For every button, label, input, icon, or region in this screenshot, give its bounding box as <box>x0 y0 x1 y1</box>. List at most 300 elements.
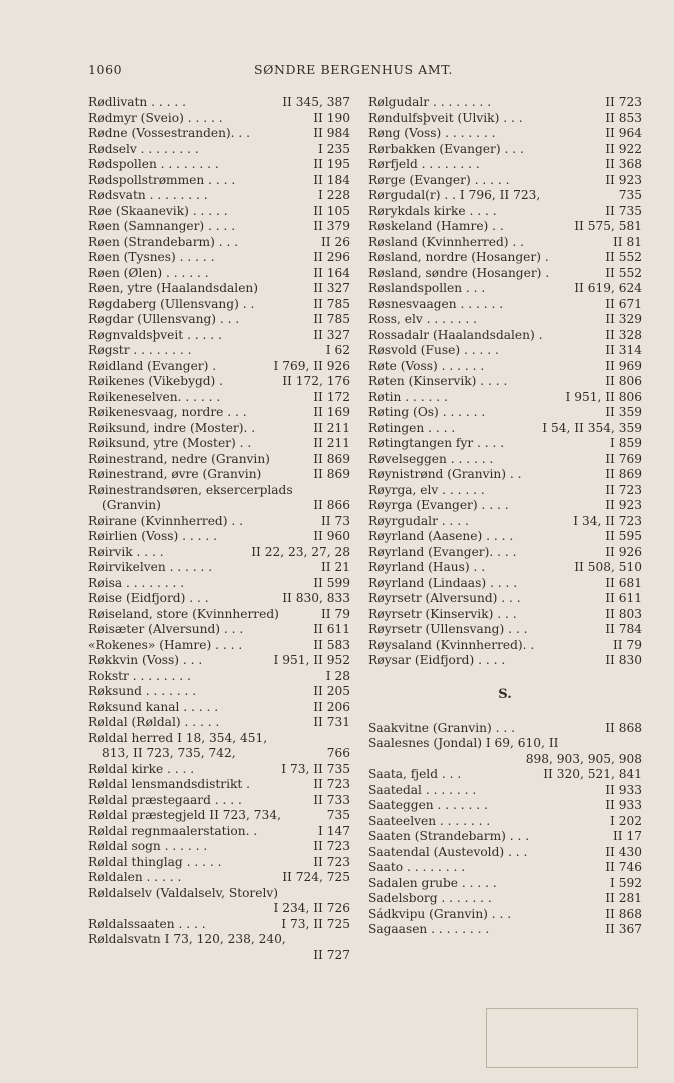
entry-name: Røysaland (Kvinnherred). . <box>368 637 535 652</box>
entry-name: Røysar (Eidfjord) . . . . <box>368 653 506 667</box>
index-entry <box>88 684 350 700</box>
entry-name: Rørge (Evanger) . . . . . <box>368 172 510 187</box>
entry-reference: II 960 <box>313 529 350 543</box>
index-entry <box>88 700 350 716</box>
entry-name: Røldal kirke . . . . <box>88 761 195 776</box>
entry-name: Røng (Voss) . . . . . . . <box>368 126 496 140</box>
entry-reference: II 583 <box>313 637 350 652</box>
entry-name: (Granvin) <box>102 498 161 512</box>
entry-reference: II 735 <box>605 203 642 218</box>
running-title: SØNDRE BERGENHUS AMT. <box>254 62 453 77</box>
entry-reference: II 611 <box>313 622 350 636</box>
entry-name: Ross, elv . . . . . . . <box>368 312 478 326</box>
index-entry <box>88 359 350 375</box>
entry-name: Røtin . . . . . . <box>368 389 448 404</box>
index-entry <box>88 762 350 778</box>
s-entries <box>368 721 642 938</box>
entry-reference: II 26 <box>320 234 350 249</box>
index-entry <box>368 219 642 235</box>
entry-name: Røldal (Røldal) . . . . . <box>88 715 220 729</box>
index-entry <box>88 901 350 917</box>
entry-reference: II 866 <box>313 498 350 512</box>
index-entry <box>88 235 350 251</box>
index-entry <box>368 653 642 669</box>
entry-name: Røynistrønd (Granvin) . . <box>368 467 522 481</box>
index-entry <box>368 266 642 282</box>
entry-name: Sádkvipu (Granvin) . . . <box>368 906 512 921</box>
entry-reference: II 869 <box>313 451 350 466</box>
entry-name: Røldalsvatn I 73, 120, 238, 240, <box>88 932 286 946</box>
entry-name: Røirlien (Voss) . . . . . <box>88 529 217 543</box>
entry-reference: II 320, 521, 841 <box>543 767 642 781</box>
index-entry <box>368 235 642 251</box>
entry-reference: II 869 <box>313 467 350 481</box>
index-entry <box>88 452 350 468</box>
entry-name: Saakvitne (Granvin) . . . <box>368 720 515 735</box>
index-entry <box>368 891 642 907</box>
index-entry <box>88 204 350 220</box>
entry-reference: II 206 <box>313 699 350 714</box>
index-entry <box>368 638 642 654</box>
entry-reference: II 681 <box>605 575 642 590</box>
index-entry <box>88 545 350 561</box>
index-entry <box>88 467 350 483</box>
index-entry <box>368 204 642 220</box>
entry-name: Røvelseggen . . . . . . <box>368 451 494 466</box>
entry-reference: II 172 <box>313 389 350 404</box>
index-entry <box>368 860 642 876</box>
entry-reference: II 830 <box>605 653 642 667</box>
entry-reference: II 933 <box>605 798 642 812</box>
entry-name: Rørfjeld . . . . . . . . <box>368 157 480 171</box>
entry-reference: II 79 <box>320 606 350 621</box>
entry-reference: II 830, 833 <box>282 591 350 605</box>
entry-name: Røsnesvaagen . . . . . . <box>368 296 504 311</box>
index-entry <box>88 777 350 793</box>
entry-name: Rødselv . . . . . . . . <box>88 141 199 156</box>
entry-name: Røisæter (Alversund) . . . <box>88 622 244 636</box>
entry-name: Røgdar (Ullensvang) . . . <box>88 312 240 326</box>
index-entry <box>368 173 642 189</box>
entry-name: Rødlivatn . . . . . <box>88 95 186 109</box>
entry-name: Røinestrandsøren, eksercerplads <box>88 482 293 497</box>
entry-name: Røldal regnmaalerstation. . <box>88 823 258 838</box>
entry-reference: I 54, II 354, 359 <box>542 420 642 435</box>
index-entry <box>368 343 642 359</box>
index-entry <box>368 783 642 799</box>
entry-name: Røinestrand, nedre (Granvin) <box>88 451 270 466</box>
section-letter: S. <box>498 686 512 702</box>
entry-reference: II 784 <box>605 622 642 636</box>
index-entry <box>368 452 642 468</box>
entry-reference: II 211 <box>313 420 350 435</box>
entry-name: Rødne (Vossestranden). . . <box>88 126 251 140</box>
entry-name: Røsland, nordre (Hosanger) . <box>368 250 549 264</box>
entry-name: Røen (Samnanger) . . . . <box>88 219 236 233</box>
entry-reference: II 281 <box>605 891 642 905</box>
entry-name: Saalesnes (Jondal) I 69, 610, II <box>368 736 559 750</box>
index-entry <box>88 436 350 452</box>
entry-reference: II 345, 387 <box>282 95 350 109</box>
entry-reference: II 327 <box>313 327 350 342</box>
entry-reference: II 595 <box>605 529 642 543</box>
index-entry <box>88 328 350 344</box>
entry-name: Røldal lensmandsdistrikt . <box>88 777 251 791</box>
entry-reference: I 235 <box>318 141 350 156</box>
entry-name: Røiksund, ytre (Moster) . . <box>88 436 252 450</box>
r-entries <box>368 95 642 669</box>
index-entry <box>368 560 642 576</box>
entry-reference: II 73 <box>320 513 350 528</box>
entry-reference: II 723 <box>313 777 350 791</box>
index-entry <box>88 498 350 514</box>
entry-name: Røgdaberg (Ullensvang) . . <box>88 296 255 311</box>
index-entry <box>368 157 642 173</box>
entry-reference: II 724, 725 <box>282 870 350 884</box>
entry-reference: I 592 <box>610 875 642 890</box>
entry-reference: II 105 <box>313 203 350 218</box>
entry-name: Røgnvaldsþveit . . . . . <box>88 327 222 342</box>
entry-reference: I 73, II 735 <box>281 761 350 776</box>
index-entry <box>368 922 642 938</box>
index-entry <box>368 297 642 313</box>
entry-reference: II 611 <box>605 591 642 605</box>
index-entry <box>88 514 350 530</box>
entry-name: Røikeneselven. . . . . . <box>88 389 221 404</box>
index-entry <box>368 845 642 861</box>
index-entry <box>368 514 642 530</box>
entry-name: Røiksund, indre (Moster). . <box>88 420 256 435</box>
index-entry <box>88 932 350 948</box>
entry-reference: II 746 <box>605 860 642 874</box>
index-entry <box>368 622 642 638</box>
entry-reference: II 164 <box>313 265 350 280</box>
entry-name: Sadelsborg . . . . . . . <box>368 891 492 905</box>
entry-name: Røndulfsþveit (Ulvik) . . . <box>368 110 523 125</box>
entry-reference: II 723 <box>605 482 642 497</box>
right-column <box>368 95 642 938</box>
entry-name: Røldalselv (Valdalselv, Storelv) <box>88 885 279 900</box>
index-entry <box>88 188 350 204</box>
entry-reference: II 211 <box>313 436 350 450</box>
index-entry <box>368 736 642 752</box>
entry-name: Saateelven . . . . . . . <box>368 813 491 828</box>
entry-reference: II 733 <box>313 792 350 807</box>
index-entry <box>368 250 642 266</box>
index-entry <box>88 576 350 592</box>
entry-reference: II 22, 23, 27, 28 <box>251 544 350 559</box>
index-entry <box>88 142 350 158</box>
entry-name: Røinestrand, øvre (Granvin) <box>88 467 262 481</box>
entry-name: Røsland (Kvinnherred) . . <box>368 234 525 249</box>
index-entry <box>368 436 642 452</box>
index-entry <box>368 111 642 127</box>
entry-name: 813, II 723, 735, 742, <box>102 746 236 760</box>
left-column <box>88 95 350 963</box>
index-entry <box>368 721 642 737</box>
entry-reference: I 28 <box>325 668 350 683</box>
entry-reference: II 368 <box>605 157 642 171</box>
entry-name: Rørykdals kirke . . . . <box>368 203 497 218</box>
index-entry <box>88 297 350 313</box>
index-entry <box>88 390 350 406</box>
entry-reference: II 17 <box>612 829 642 843</box>
page-header <box>88 62 648 78</box>
entry-reference: I 228 <box>318 188 350 202</box>
entry-name: Røslandspollen . . . <box>368 281 486 295</box>
entry-name: Røksund kanal . . . . . <box>88 699 219 714</box>
entry-reference: I 859 <box>610 436 642 450</box>
index-entry <box>368 767 642 783</box>
index-entry <box>88 591 350 607</box>
index-entry <box>368 328 642 344</box>
entry-name: Rokstr . . . . . . . . <box>88 668 191 683</box>
entry-reference: II 984 <box>313 126 350 140</box>
entry-name: Rødmyr (Sveio) . . . . . <box>88 110 223 125</box>
entry-name: Røyrland (Haus) . . <box>368 560 486 574</box>
entry-name: Røyrland (Evanger). . . . <box>368 544 517 559</box>
entry-name: Saata, fjeld . . . <box>368 767 462 781</box>
index-entry <box>368 798 642 814</box>
index-entry <box>88 343 350 359</box>
index-entry <box>368 483 642 499</box>
entry-name: Røldal thinglag . . . . . <box>88 854 222 869</box>
index-entry <box>368 752 642 768</box>
entry-name: Røe (Skaanevik) . . . . . <box>88 203 228 218</box>
index-entry <box>88 715 350 731</box>
index-entry <box>368 405 642 421</box>
entry-reference: II 379 <box>313 219 350 233</box>
index-entry <box>368 907 642 923</box>
entry-name: Røyrsetr (Kinservik) . . . <box>368 606 517 621</box>
page-number: 1060 <box>88 62 123 77</box>
library-stamp <box>486 1008 638 1068</box>
entry-reference: II 803 <box>605 606 642 621</box>
index-entry <box>368 876 642 892</box>
entry-name: Røyrga, elv . . . . . . <box>368 482 485 497</box>
index-entry <box>88 483 350 499</box>
entry-reference: II 869 <box>605 467 642 481</box>
entry-name: Røldal sogn . . . . . . <box>88 839 208 853</box>
entry-reference: I 34, II 723 <box>573 513 642 528</box>
index-entry <box>88 529 350 545</box>
entry-reference: II 926 <box>605 544 642 559</box>
entry-name: Røksund . . . . . . . <box>88 684 197 698</box>
entry-name: Røisa . . . . . . . . <box>88 575 185 590</box>
index-entry <box>88 855 350 871</box>
index-entry <box>88 638 350 654</box>
index-entry <box>368 421 642 437</box>
entry-name: Sadalen grube . . . . . <box>368 875 497 890</box>
entry-reference: II 172, 176 <box>282 374 350 388</box>
index-entry <box>88 266 350 282</box>
entry-reference: I 234, II 726 <box>273 901 350 915</box>
entry-reference: II 329 <box>605 312 642 326</box>
entry-name: Saatedal . . . . . . . <box>368 782 477 797</box>
entry-reference: II 184 <box>313 172 350 187</box>
entry-name: Saato . . . . . . . . <box>368 860 466 874</box>
index-entry <box>88 281 350 297</box>
index-entry <box>88 312 350 328</box>
entry-name: Røyrland (Aasene) . . . . <box>368 529 514 543</box>
entry-reference: I 73, II 725 <box>281 916 350 931</box>
entry-name: Røldal præstegjeld II 723, 734, <box>88 808 281 822</box>
index-entry <box>88 824 350 840</box>
entry-reference: II 599 <box>313 575 350 590</box>
entry-name: Røte (Voss) . . . . . . <box>368 358 485 373</box>
entry-reference: II 552 <box>605 265 642 280</box>
index-entry <box>88 917 350 933</box>
index-entry <box>88 250 350 266</box>
index-entry <box>88 808 350 824</box>
entry-reference: I 951, II 806 <box>565 389 642 404</box>
entry-name: Røyrga (Evanger) . . . . <box>368 498 509 512</box>
index-entry <box>368 126 642 142</box>
entry-reference: II 969 <box>605 358 642 373</box>
entry-name: Røkkvin (Voss) . . . <box>88 653 203 667</box>
entry-name: Røskeland (Hamre) . . <box>368 219 504 233</box>
entry-name: Rossadalr (Haalandsdalen) . <box>368 327 543 342</box>
entry-name: Røise (Eidfjord) . . . <box>88 591 209 605</box>
index-entry <box>88 669 350 685</box>
index-entry <box>88 886 350 902</box>
entry-name: «Rokenes» (Hamre) . . . . <box>88 637 243 652</box>
entry-reference: II 922 <box>605 141 642 156</box>
entry-name: Sagaasen . . . . . . . . <box>368 922 490 936</box>
index-entry <box>88 111 350 127</box>
entry-name: Røidland (Evanger) . <box>88 358 217 373</box>
entry-reference: II 868 <box>605 906 642 921</box>
entry-reference: II 575, 581 <box>574 219 642 233</box>
entry-name: Røtingtangen fyr . . . . <box>368 436 505 450</box>
entry-name: Røsvold (Fuse) . . . . . <box>368 343 499 357</box>
entry-reference: II 552 <box>605 250 642 264</box>
entry-reference: II 508, 510 <box>574 560 642 574</box>
entry-reference: II 328 <box>605 327 642 342</box>
entry-reference: II 190 <box>313 110 350 125</box>
entry-reference: II 671 <box>605 296 642 311</box>
index-entry <box>88 173 350 189</box>
entry-reference: II 785 <box>313 312 350 326</box>
entry-name: Røyrland (Lindaas) . . . . <box>368 575 518 590</box>
index-entry <box>88 421 350 437</box>
index-entry <box>88 607 350 623</box>
index-entry <box>368 390 642 406</box>
index-entry <box>368 529 642 545</box>
index-entry <box>88 126 350 142</box>
index-entry <box>88 948 350 964</box>
index-entry <box>88 870 350 886</box>
index-entry <box>368 142 642 158</box>
entry-reference: I 951, II 952 <box>273 653 350 667</box>
entry-name: Rørbakken (Evanger) . . . <box>368 141 524 156</box>
entry-name: Saateggen . . . . . . . <box>368 798 488 812</box>
entry-name: Saatendal (Austevold) . . . <box>368 844 528 859</box>
index-entry <box>368 312 642 328</box>
entry-reference: II 785 <box>313 296 350 311</box>
entry-name: Røten (Kinservik) . . . . <box>368 374 508 388</box>
index-entry <box>368 829 642 845</box>
entry-name: Røen (Ølen) . . . . . . <box>88 265 209 280</box>
index-entry <box>368 374 642 390</box>
entry-name: Røirvik . . . . <box>88 544 164 559</box>
entry-reference: II 723 <box>313 839 350 853</box>
entry-reference: II 723 <box>313 854 350 869</box>
entry-name: Røtingen . . . . <box>368 420 456 435</box>
entry-reference: 898, 903, 905, 908 <box>525 751 642 766</box>
entry-name: Rødspollen . . . . . . . . <box>88 157 219 171</box>
entry-reference: II 769 <box>605 451 642 466</box>
entry-reference: II 806 <box>605 374 642 388</box>
entry-name: Røen, ytre (Haalandsdalen) <box>88 281 259 295</box>
entry-reference: II 367 <box>605 922 642 936</box>
entry-reference: II 314 <box>605 343 642 357</box>
entry-name: Røgstr . . . . . . . . <box>88 343 192 357</box>
entry-reference: II 296 <box>313 250 350 264</box>
index-entry <box>88 560 350 576</box>
entry-reference: II 727 <box>313 947 350 962</box>
entry-name: Røikenesvaag, nordre . . . <box>88 405 247 419</box>
entry-name: Røirane (Kvinnherred) . . <box>88 513 243 528</box>
entry-name: Røldal præstegaard . . . . <box>88 792 242 807</box>
index-entry <box>368 95 642 111</box>
entry-name: Røyrgudalr . . . . <box>368 513 469 528</box>
index-entry <box>368 281 642 297</box>
entry-reference: I 62 <box>325 343 350 357</box>
entry-name: Røyrsetr (Ullensvang) . . . <box>368 622 528 636</box>
entry-reference: II 327 <box>313 281 350 295</box>
index-entry <box>88 219 350 235</box>
entry-name: Røldal herred I 18, 354, 451, <box>88 730 268 745</box>
index-entry <box>368 591 642 607</box>
index-entry <box>368 576 642 592</box>
index-entry <box>88 157 350 173</box>
index-entry <box>88 793 350 809</box>
entry-reference: 735 <box>326 808 350 822</box>
entry-reference: II 731 <box>313 715 350 729</box>
entry-name: Røldalssaaten . . . . <box>88 916 206 931</box>
entry-reference: II 21 <box>320 560 350 574</box>
entry-reference: II 195 <box>313 157 350 171</box>
entry-name: Røirvikelven . . . . . . <box>88 560 213 574</box>
index-entry <box>88 622 350 638</box>
index-entry <box>88 731 350 747</box>
index-entry <box>88 746 350 762</box>
entry-reference: II 81 <box>612 234 642 249</box>
entry-reference: 735 <box>618 188 642 202</box>
entry-reference: II 169 <box>313 405 350 419</box>
entry-name: Rødspollstrømmen . . . . <box>88 172 236 187</box>
entry-name: Rørgudal(r) . . I 796, II 723, <box>368 188 541 202</box>
entry-name: Røldalen . . . . . <box>88 870 182 884</box>
entry-reference: II 853 <box>605 110 642 125</box>
entry-reference: II 723 <box>605 95 642 109</box>
index-entry <box>88 95 350 111</box>
entry-reference: II 359 <box>605 405 642 419</box>
entry-reference: I 202 <box>610 813 642 828</box>
entry-reference: II 205 <box>313 684 350 698</box>
entry-reference: II 868 <box>605 720 642 735</box>
entry-name: Røting (Os) . . . . . . <box>368 405 486 419</box>
entry-reference: I 769, II 926 <box>273 358 350 373</box>
entry-name: Saaten (Strandebarm) . . . <box>368 829 530 843</box>
entry-reference: II 964 <box>605 126 642 140</box>
entry-name: Røen (Strandebarm) . . . <box>88 234 239 249</box>
entry-name: Røyrsetr (Alversund) . . . <box>368 591 521 605</box>
entry-name: Røsland, søndre (Hosanger) . <box>368 265 550 280</box>
entry-reference: II 430 <box>605 844 642 859</box>
index-entry <box>368 467 642 483</box>
